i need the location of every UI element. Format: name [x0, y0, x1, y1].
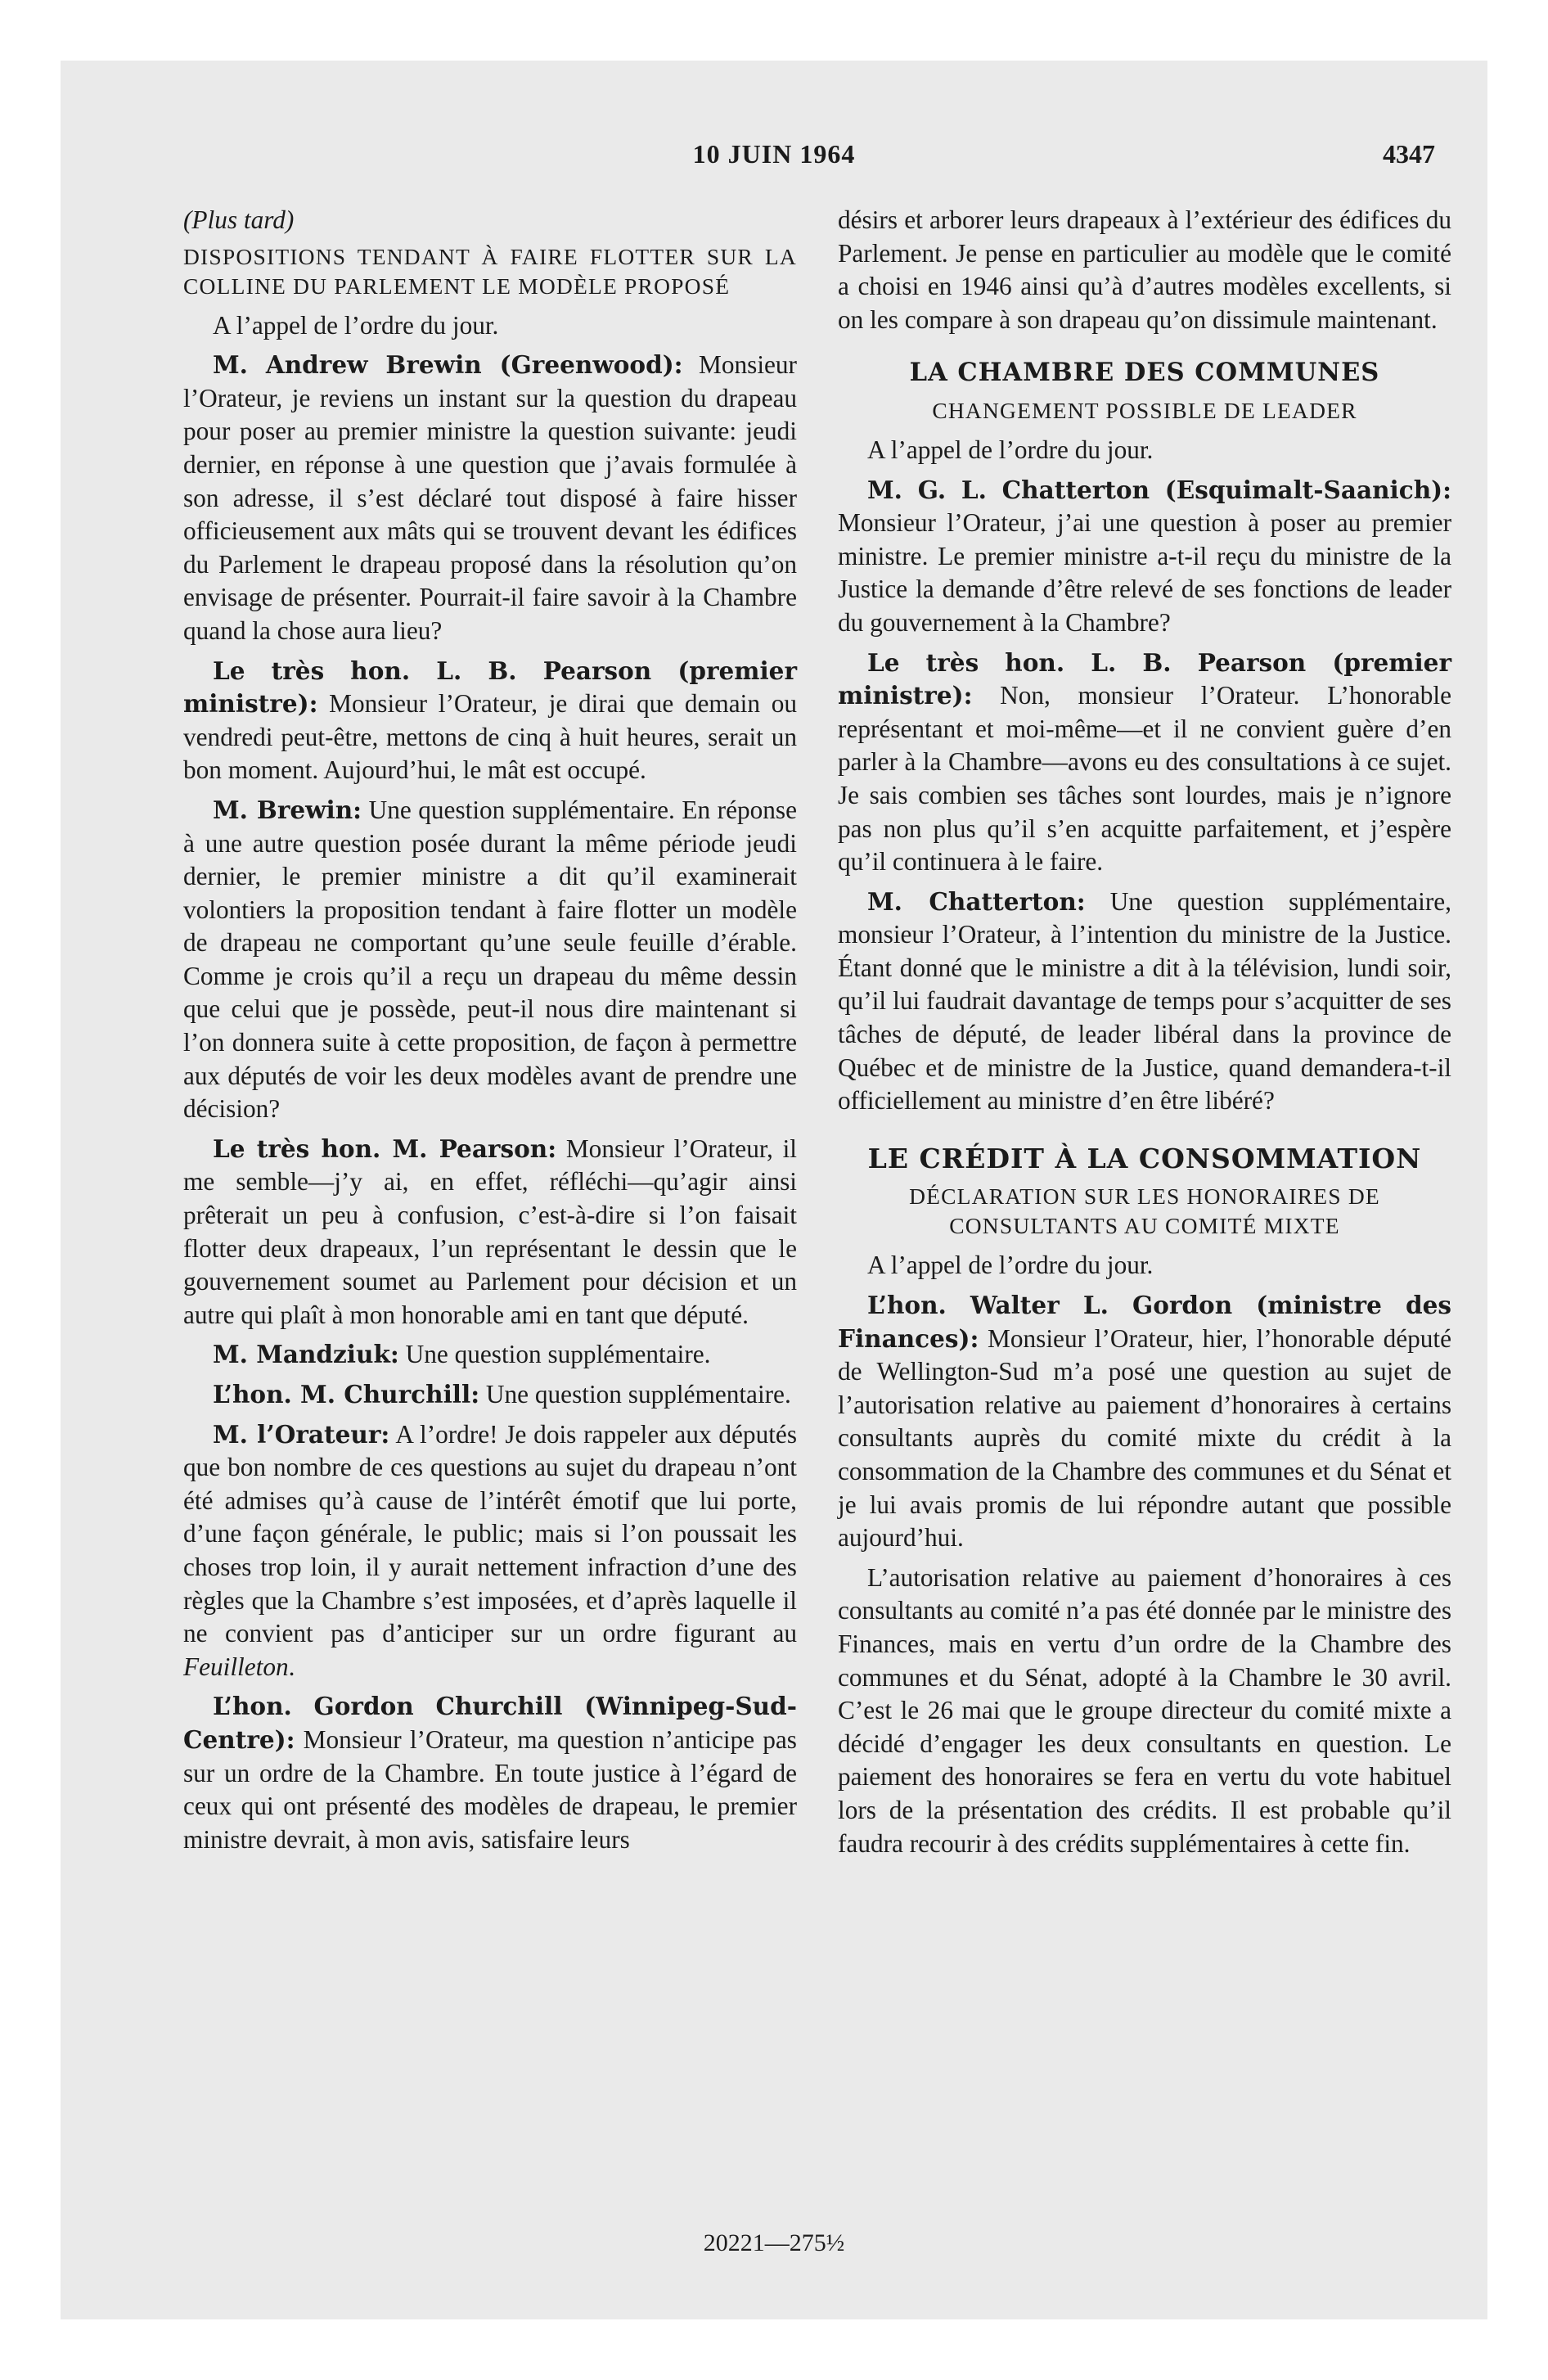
- speech-text: Une question supplémentaire.: [479, 1380, 791, 1409]
- paragraph: [838, 474, 1451, 640]
- order-of-day-call: A l’appel de l’ordre du jour.: [213, 310, 499, 340]
- speaker-name: M. Chatterton:: [867, 886, 1086, 916]
- speaker-name: M. G. L. Chatterton (Esquimalt-Saanich):: [867, 475, 1451, 504]
- speaker-name: M. Andrew Brewin (Greenwood):: [213, 350, 683, 380]
- speech-text: Une question supplémentaire. En réponse à une autre question posée durant la même période jeudi dernier, le premier ministre a dit qu’il examinerait volontiers la proposition tendant à faire flotter un modèle de drapeau ne comportant qu’une seule feuille d’érable. Comme je crois qu’il a reçu un drapeau du même dessin que celui que je possède, peut-il nous dire maintenant si l’on donnera suite à cette proposition, de façon à permettre aux députés de voir les deux modèles avant de prendre une décision?: [183, 795, 797, 1124]
- right-column: [838, 204, 1451, 1867]
- paragraph: [183, 1133, 797, 1332]
- feuilleton-italic: Feuilleton: [183, 1652, 289, 1681]
- speech-text: Monsieur l’Orateur, j’ai une question à poser au premier ministre. Le premier ministre a-t-il reçu du ministre de la Justice la demande d’être relevé de ses fonctions de leader du gouvernement à la Chambre?: [838, 508, 1451, 637]
- speaker-name: M. Mandziuk:: [213, 1340, 399, 1369]
- printer-signature: 20221—275½: [703, 2229, 845, 2256]
- speech-text: A l’ordre! Je dois rappeler aux députés que bon nombre de ces questions au sujet du drapeau n’ont été admises qu’à cause de l’intérêt émotif que lui porte, d’une façon générale, le public; mais si l’on poussait les choses trop loin, il y aurait nettement infraction d’une des règles que la Chambre s’est imposées, et d’après laquelle il ne convient pas d’anticiper sur un ordre figurant au: [183, 1419, 797, 1648]
- page-sheet: [61, 61, 1487, 2319]
- speech-text: Une question supplémentaire, monsieur l’Orateur, à l’intention du ministre de la Justice. Étant donné que le ministre a dit à la télévision, lundi soir, qu’il lui faudrait davantage de temps pour s’acquitter de ses tâches de député, de leader libéral dans la province de Québec et de ministre de la Justice, quand demandera-t-il officiellement au ministre d’en être libéré?: [838, 886, 1451, 1116]
- paragraph-continued: désirs et arborer leurs drapeaux à l’extérieur des édifices du Parlement. Je pense en particulier au modèle que le comité a choisi en 1946 ainsi qu’à d’autres modèles excellents, si on les compare à son drapeau qu’on dissimule maintenant.: [838, 205, 1451, 334]
- page-date: 10 JUIN 1964: [692, 139, 856, 169]
- subheading-fees: DÉCLARATION SUR LES HONORAIRES DE CONSULTANTS AU COMITÉ MIXTE: [909, 1183, 1380, 1239]
- paragraph: [183, 1690, 797, 1856]
- speaker-name: Le très hon. L. B. Pearson (premier ministre):: [183, 656, 797, 719]
- page-header: [61, 139, 1487, 177]
- speaker-name: L’hon. Gordon Churchill (Winnipeg-Sud-Centre):: [183, 1692, 797, 1754]
- speaker-name: M. l’Orateur:: [213, 1419, 390, 1449]
- section-title-commons: LA CHAMBRE DES COMMUNES: [909, 358, 1380, 388]
- speech-text: Monsieur l’Orateur, je reviens un instant sur la question du drapeau pour poser au premier ministre la question suivante: jeudi dernier, en réponse à une question que j’avais formulée à son adresse, il s’est déclaré tout disposé à faire hisser officieusement aux mâts qui se trouvent devant les édifices du Parlement le drapeau proposé dans la résolution qu’on envisage de présenter. Pourrait-il faire savoir à la Chambre quand la chose aura lieu?: [183, 350, 797, 645]
- paragraph: [183, 655, 797, 787]
- later-note: (Plus tard): [183, 205, 295, 234]
- speech-text: Monsieur l’Orateur, il me semble—j’y ai, en effet, réfléchi—qu’agir ainsi prêterait un peu à confusion, c’est-à-dire si l’on faisait flotter deux drapeaux, l’un représentant le dessin que le gouvernement soumet au Parlement pour décision et un autre qui plaît à mon honorable ami en tant que député.: [183, 1134, 797, 1329]
- paragraph: [838, 886, 1451, 1118]
- paragraph: [838, 1289, 1451, 1555]
- paragraph: [838, 647, 1451, 879]
- order-of-day-call: A l’appel de l’ordre du jour.: [867, 435, 1154, 464]
- speaker-name: Le très hon. L. B. Pearson (premier ministre):: [838, 647, 1451, 710]
- paragraph: [183, 794, 797, 1126]
- speech-text: Une question supplémentaire.: [398, 1340, 711, 1369]
- subheading-flag: DISPOSITIONS TENDANT À FAIRE FLOTTER SUR LA COLLINE DU PARLEMENT LE MODÈLE PROPOSÉ: [183, 243, 797, 299]
- section-title-credit: LE CRÉDIT À LA CONSOMMATION: [867, 1142, 1422, 1174]
- speaker-name: L’hon. Walter L. Gordon (ministre des Finances):: [838, 1291, 1451, 1353]
- left-column: [183, 204, 797, 1863]
- speech-text: Monsieur l’Orateur, hier, l’honorable député de Wellington-Sud m’a posé une question au sujet de l’autorisation relative au paiement d’honoraires à certains consultants auprès du comité mixte du crédit à la consommation de la Chambre des communes et du Sénat et je lui avais promis de lui répondre autant que possible aujourd’hui.: [838, 1323, 1451, 1553]
- speech-text: Monsieur l’Orateur, ma question n’anticipe pas sur un ordre de la Chambre. En toute justice à l’égard de ceux qui ont présenté des modèles de drapeau, le premier ministre devrait, à mon avis, satisfaire leurs: [183, 1724, 797, 1854]
- speaker-name: M. Brewin:: [213, 795, 362, 824]
- paragraph: [183, 1418, 797, 1684]
- subheading-leader: CHANGEMENT POSSIBLE DE LEADER: [932, 397, 1357, 423]
- speech-text: Monsieur l’Orateur, je dirai que demain ou vendredi peut-être, mettons de cinq à huit heures, serait un bon moment. Aujourd’hui, le mât est occupé.: [183, 689, 797, 785]
- page-number: 4347: [1383, 139, 1435, 169]
- order-of-day-call: A l’appel de l’ordre du jour.: [867, 1251, 1154, 1280]
- speaker-name: Le très hon. M. Pearson:: [213, 1134, 557, 1163]
- paragraph: [183, 1338, 797, 1372]
- paragraph: [183, 349, 797, 647]
- speech-text: Non, monsieur l’Orateur. L’honorable représentant et moi-même—et il ne convient guère d’en parler à la Chambre—avons eu des consultations à ce sujet. Je sais combien ses tâches sont lourdes, mais je n’ignore pas non plus qu’il s’en acquitte parfaitement, et j’espère qu’il continuera à le faire.: [838, 681, 1451, 877]
- speaker-name: L’hon. M. Churchill:: [213, 1380, 480, 1409]
- paragraph: L’autorisation relative au paiement d’honoraires à ces consultants au comité n’a pas été donnée par le ministre des Finances, mais en vertu d’un ordre de la Chambre des communes et du Sénat, adopté à la Chambre le 30 avril. C’est le 26 mai que le groupe directeur du comité mixte a décidé d’engager les deux consultants en question. Le paiement des honoraires se fera en vertu du vote habituel lors de la présentation des crédits. Il est probable qu’il faudra recourir à des crédits supplémentaires à cette fin.: [838, 1562, 1451, 1858]
- paragraph: [183, 1378, 797, 1412]
- speech-text-end: .: [288, 1652, 295, 1681]
